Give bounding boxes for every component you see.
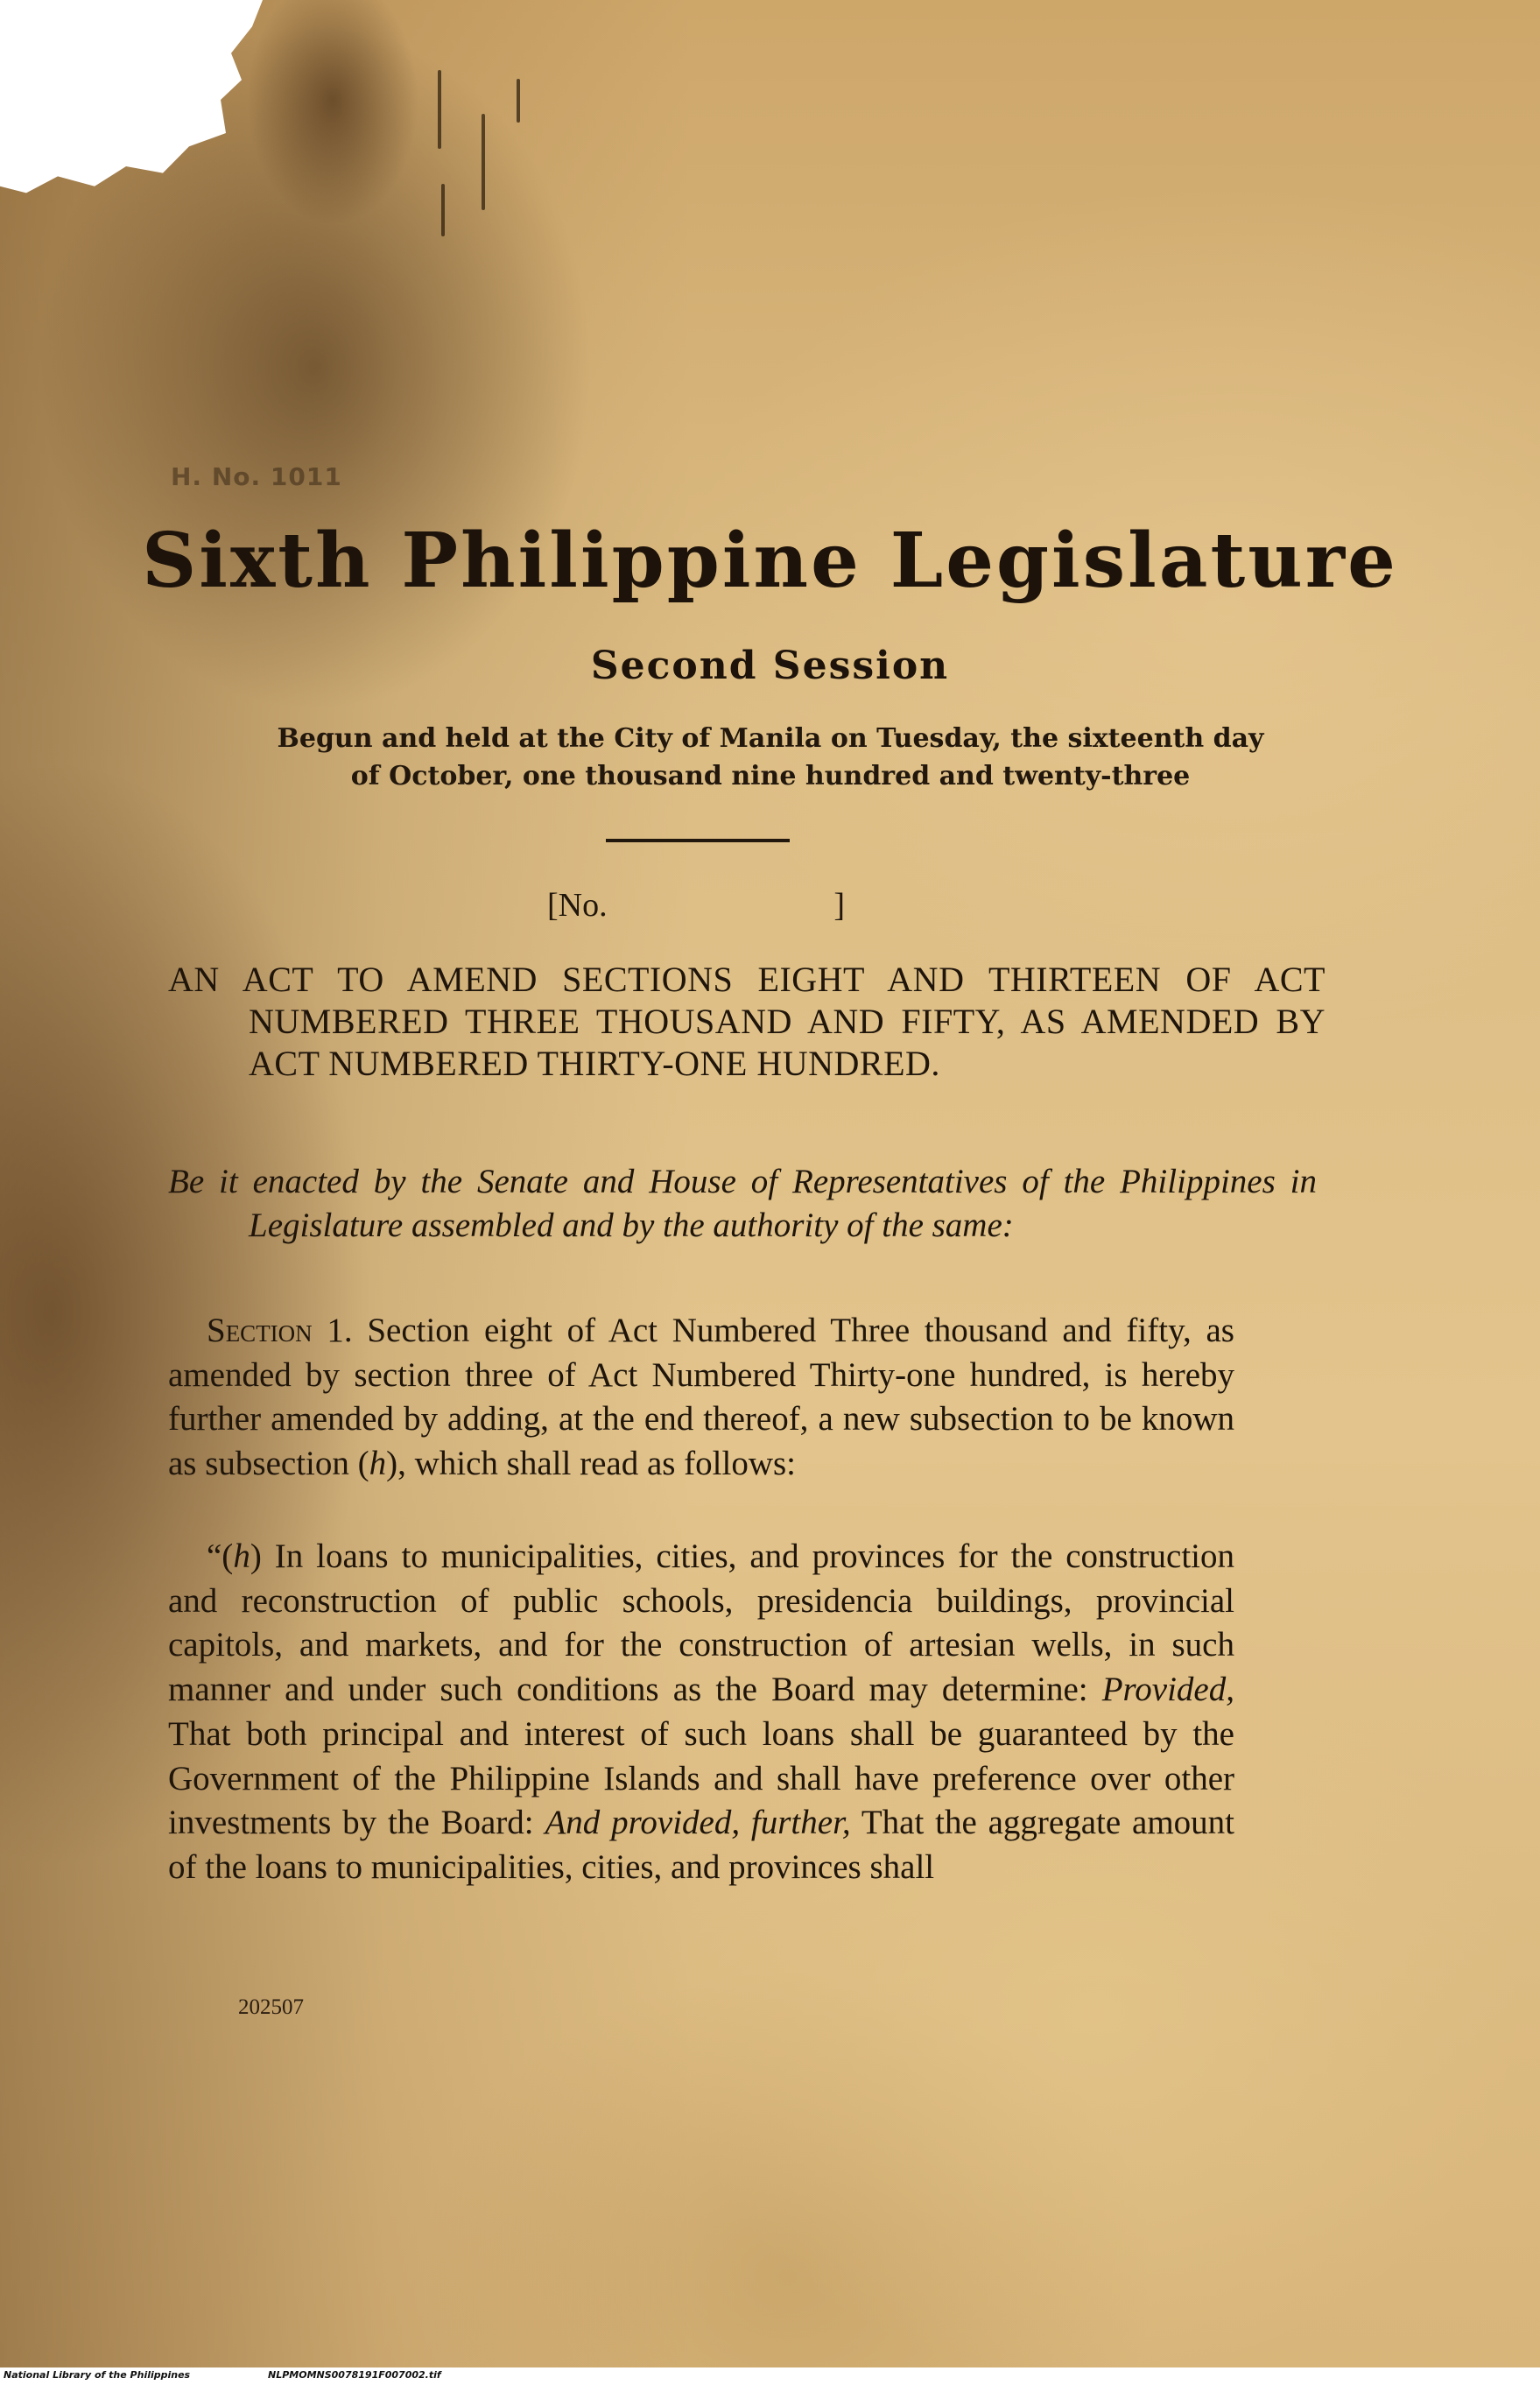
section-1-text-b: ), which shall read as follows: bbox=[386, 1445, 797, 1483]
scan-footer bbox=[0, 2367, 1540, 2385]
footer-library: National Library of the Philippines bbox=[4, 2369, 191, 2381]
dateline-line-1: Begun and held at the City of Manila on Tuesday, the sixteenth day bbox=[277, 723, 1264, 754]
bill-number: H. No. 1011 bbox=[171, 462, 342, 491]
quote-and-provided-further: And provided, further, bbox=[545, 1804, 851, 1842]
session-dateline bbox=[140, 720, 1401, 795]
dateline-line-2: of October, one thousand nine hundred and twenty-three bbox=[350, 761, 1191, 791]
quote-provided: Provided, bbox=[1101, 1671, 1234, 1709]
print-code: 202507 bbox=[238, 1995, 304, 2019]
section-1-label: Section 1. bbox=[207, 1312, 353, 1349]
section-1 bbox=[168, 1309, 1234, 1487]
quote-text-a: ) In loans to municipalities, cities, and provinces for the construction and reconstruction of public schools, presidencia buildings, provincial capitols, and markets, and for the construction of artesian wells, in such manner and under such conditions as the Board may determine: bbox=[168, 1537, 1234, 1709]
act-number-placeholder bbox=[547, 886, 854, 925]
quote-subsection-h: h bbox=[233, 1537, 250, 1575]
section-1-text-a: Section eight of Act Numbered Three thousand and fifty, as amended by section three of Act Numbered Thirty-one hundred, is hereby further amended by adding, at the end thereof, a new subsection to be known as subsection ( bbox=[168, 1312, 1234, 1483]
legislature-title: Sixth Philippine Legislature bbox=[142, 517, 1398, 605]
subsection-h-quote bbox=[168, 1535, 1234, 1890]
act-number-open: [No. bbox=[547, 887, 608, 924]
footer-filename: NLPMOMNS0078191F007002.tif bbox=[268, 2369, 441, 2381]
act-number-close: ] bbox=[833, 887, 845, 924]
enacting-clause: Be it enacted by the Senate and House of Representatives of the Philippines in Legislature assembled and by the authority of the same: bbox=[168, 1163, 1317, 1244]
quote-text-b: That both principal and interest of such loans shall be guaranteed by the Government of the Philippine Islands and shall have preference over other investments by the Board: bbox=[168, 1714, 1234, 1842]
water-stain bbox=[219, 0, 447, 333]
quote-open: “( bbox=[207, 1537, 234, 1575]
quote-text-c: That the aggregate amount of the loans to municipalities, cities, and provinces shall bbox=[168, 1804, 1235, 1886]
divider-rule bbox=[606, 839, 790, 842]
section-1-subsection-h: h bbox=[369, 1445, 387, 1483]
act-title: AN ACT TO AMEND SECTIONS EIGHT AND THIRTEEN OF ACT NUMBERED THREE THOUSAND AND FIFTY, AS AMENDED BY ACT NUMBERED THIRTY-ONE HUNDRED. bbox=[168, 960, 1326, 1083]
fold-marks bbox=[429, 53, 534, 280]
session-subtitle: Second Session bbox=[590, 644, 950, 688]
